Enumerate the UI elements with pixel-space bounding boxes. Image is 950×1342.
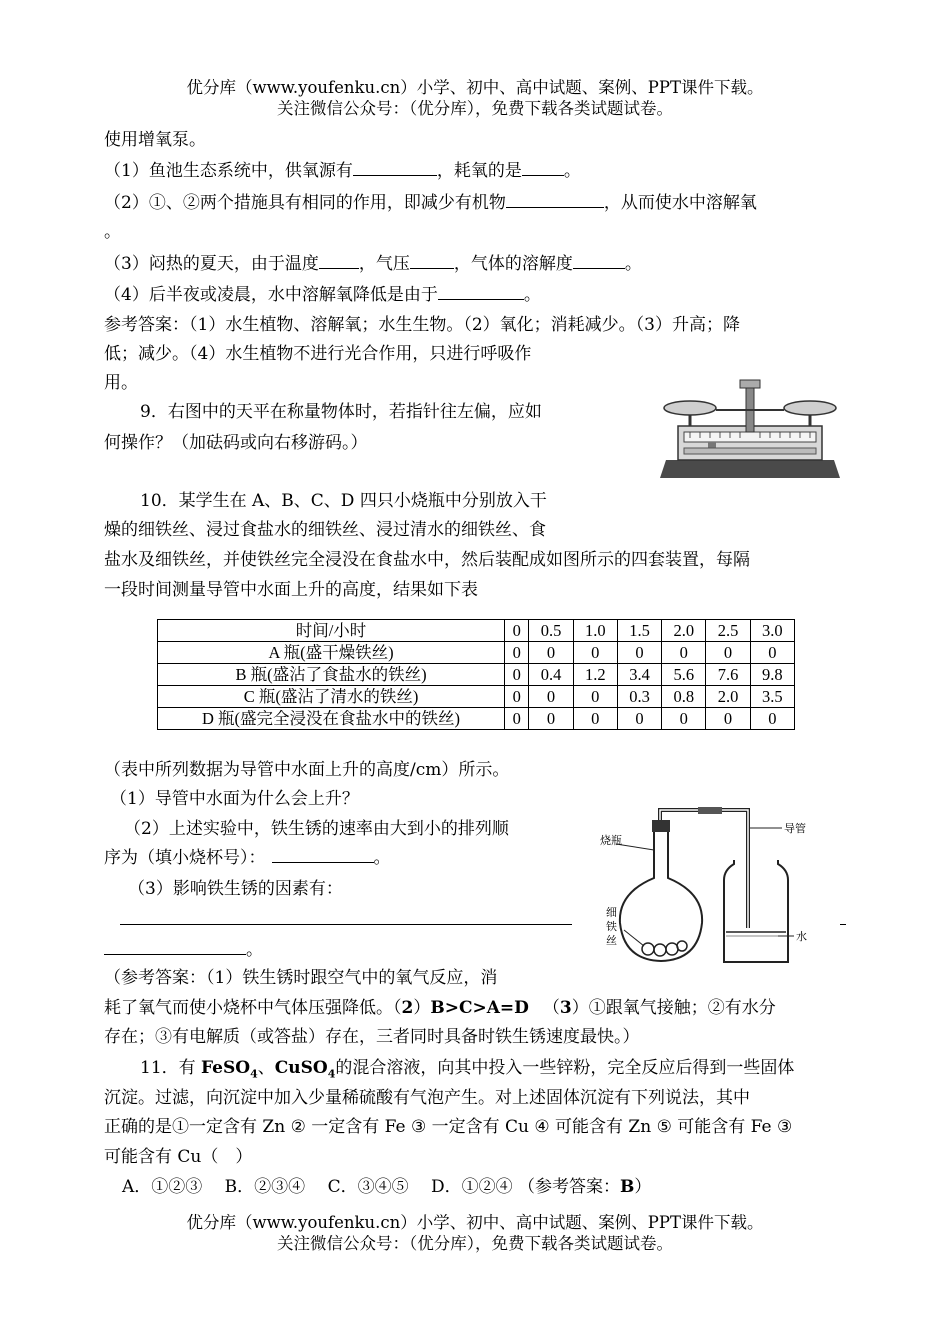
table-cell: 0: [617, 642, 661, 664]
formula-feso4: FeSO: [201, 1058, 251, 1078]
table-cell: 9.8: [750, 664, 794, 686]
right-pan: [784, 401, 836, 415]
q11-text: 11．有: [140, 1058, 202, 1078]
q10-sub2-text: 序为（填小烧杯号）：: [104, 848, 266, 868]
q10-answer-order: B>C>A=D: [430, 998, 529, 1018]
answer-blank: [438, 283, 524, 300]
table-row: [158, 642, 795, 664]
rubber-joint: [698, 807, 722, 814]
table-cell: 2.0: [706, 686, 750, 708]
table-header-cell: 3.0: [750, 620, 794, 642]
q10-table-note: （表中所列数据为导管中水面上升的高度/cm）所示。: [104, 760, 510, 780]
q8-part1: [104, 159, 581, 183]
table-cell: 0: [505, 708, 529, 730]
page-footer-line1: 优分库（www.youfenku.cn）小学、初中、高中试题、案例、PPT课件下载。: [186, 1213, 764, 1232]
q10-answer-num: 3: [559, 998, 572, 1018]
q11-options: [122, 1175, 651, 1199]
table-cell: 0: [573, 642, 617, 664]
answer-blank: [522, 159, 564, 176]
table-cell: 3.4: [617, 664, 661, 686]
table-cell: 0: [617, 708, 661, 730]
q10-line3: 盐水及细铁丝，并使铁丝完全浸没在食盐水中，然后装配成如图所示的四套装置，每隔: [104, 550, 750, 570]
answer-blank: [410, 252, 454, 269]
answer-blank: [104, 938, 246, 955]
q8-intro: 使用增氧泵。: [104, 130, 206, 150]
table-cell: 0: [662, 708, 706, 730]
q8-part3-text-b: ，气压: [358, 254, 410, 274]
table-cell: 0: [573, 708, 617, 730]
q8-part1-text-b: ，耗氧的是: [436, 161, 522, 181]
q10-answer-num: 2: [401, 998, 414, 1018]
q8-part4-text-b: 。: [523, 285, 541, 305]
q11-close: ）: [634, 1177, 652, 1197]
table-row: [158, 664, 795, 686]
q11-line3: 正确的是①一定含有 Zn ② 一定含有 Fe ③ 一定含有 Cu ④ 可能含有 Zn ⑤ 可能含有 Fe ③: [104, 1117, 793, 1137]
table-cell: 0: [505, 664, 529, 686]
q10-sub1: （1）导管中水面为什么会上升？: [110, 789, 359, 809]
balance-base: [660, 460, 840, 478]
table-cell: 0: [505, 686, 529, 708]
label-wire-char: 细: [606, 906, 617, 919]
stopper: [652, 820, 670, 832]
table-cell: 0.3: [617, 686, 661, 708]
q8-answer-line1: 参考答案：（1）水生植物、溶解氧；水生生物。（2）氧化；消耗减少。（3）升高；降: [104, 315, 740, 335]
table-cell: 1.2: [573, 664, 617, 686]
q9-line2: 何操作？（加砝码或向右移游码。）: [104, 433, 368, 453]
answer-blank: [353, 159, 437, 176]
table-cell: 0: [706, 708, 750, 730]
answer-blank: [573, 252, 625, 269]
q10-sub2-line2: [104, 846, 391, 870]
table-header-cell: 0: [505, 620, 529, 642]
q11-text: 、: [257, 1058, 275, 1078]
page-footer-line2: 关注微信公众号：（优分库），免费下载各类试题试卷。: [277, 1234, 673, 1253]
answer-blank: [272, 846, 374, 863]
formula-cuso4: CuSO: [274, 1058, 328, 1078]
q10-line2: 燥的细铁丝、浸过食盐水的细铁丝、浸过清水的细铁丝、食: [104, 520, 546, 540]
table-cell: 0: [706, 642, 750, 664]
table-header-cell: 2.0: [662, 620, 706, 642]
q10-line1: 10．某学生在 A、B、C、D 四只小烧瓶中分别放入干: [140, 491, 547, 511]
table-cell: D 瓶(盛完全浸没在食盐水中的铁丝): [158, 708, 505, 730]
table-cell: 5.6: [662, 664, 706, 686]
table-header-cell: 1.0: [573, 620, 617, 642]
q10-answer-text: ）①跟氧气接触；②有水分: [571, 998, 776, 1018]
q10-sub3-end: 。: [246, 940, 263, 960]
q8-part3-text-a: （3）闷热的夏天，由于温度: [104, 254, 319, 274]
table-cell: 0: [529, 642, 573, 664]
q10-answer-line3: 存在；③有电解质（或答盐）存在，三者同时具备时铁生锈速度最快。）: [104, 1027, 640, 1047]
table-header-cell: 2.5: [706, 620, 750, 642]
q8-part3: [104, 252, 642, 276]
q8-part2-text-a: （2）①、②两个措施具有相同的作用，即减少有机物: [104, 193, 506, 213]
answer-blank-long: [120, 924, 572, 925]
table-cell: 0: [662, 642, 706, 664]
balance-beam-scale: [684, 432, 816, 442]
table-cell: 3.5: [750, 686, 794, 708]
q8-part4-text-a: （4）后半夜或凌晨，水中溶解氧降低是由于: [104, 285, 438, 305]
q11-text: 的混合溶液，向其中投入一些锌粉，完全反应后得到一些固体: [335, 1058, 795, 1078]
rust-data-table: [157, 619, 795, 730]
table-cell: C 瓶(盛沾了清水的铁丝): [158, 686, 505, 708]
table-header-cell: 时间/小时: [158, 620, 505, 642]
q8-part1-text-a: （1）鱼池生态系统中，供氧源有: [104, 161, 353, 181]
label-flask: 烧瓶: [600, 834, 622, 847]
answer-blank: [319, 252, 359, 269]
q11-line1: [140, 1056, 794, 1086]
table-cell: 7.6: [706, 664, 750, 686]
table-cell: 0: [573, 686, 617, 708]
left-pan: [664, 401, 716, 415]
page-header-line1: 优分库（www.youfenku.cn）小学、初中、高中试题、案例、PPT课件下载。: [186, 78, 764, 97]
q8-answer-line2: 低；减少。（4）水生植物不进行光合作用，只进行呼吸作: [104, 344, 532, 364]
table-row: [158, 708, 795, 730]
formula-subscript: 4: [327, 1067, 336, 1081]
q10-answer-paren: ）: [413, 998, 431, 1018]
q8-part4: [104, 283, 541, 307]
q11-line2: 沉淀。过滤，向沉淀中加入少量稀硫酸有气泡产生。对上述固体沉淀有下列说法，其中: [104, 1088, 750, 1108]
q10-sub2-end: 。: [373, 848, 391, 868]
table-header-row: [158, 620, 795, 642]
q10-line4: 一段时间测量导管中水面上升的高度，结果如下表: [104, 580, 478, 600]
q10-sub3: （3）影响铁生锈的因素有：: [128, 879, 343, 899]
q8-part2-end: 。: [104, 222, 121, 242]
table-row: [158, 686, 795, 708]
label-wire-char: 丝: [606, 934, 617, 947]
q10-answer-line1: （参考答案：（1）铁生锈时跟空气中的氧气反应，消: [104, 968, 498, 988]
q9-line1: 9．右图中的天平在称量物体时，若指针往左偏，应如: [140, 402, 542, 422]
q10-sub3-line2: [104, 938, 263, 962]
q11-options-text: A．①②③ B．②③④ C．③④⑤ D．①②④ （参考答案：: [122, 1177, 621, 1197]
label-tube: 导管: [784, 822, 806, 835]
table-cell: 0: [750, 708, 794, 730]
q8-part3-text-d: 。: [624, 254, 642, 274]
q10-answer-paren: （: [542, 998, 560, 1018]
q10-answer-text: 耗了氧气而使小烧杯中气体压强降低。（: [104, 998, 402, 1018]
table-cell: 0.4: [529, 664, 573, 686]
q8-answer-line3: 用。: [104, 373, 138, 393]
answer-blank: [506, 191, 604, 208]
table-cell: B 瓶(盛沾了食盐水的铁丝): [158, 664, 505, 686]
page-header-line2: 关注微信公众号：（优分库），免费下载各类试题试卷。: [277, 99, 673, 118]
q11-answer: B: [620, 1177, 635, 1197]
balance-scale-figure: [660, 378, 840, 482]
table-header-cell: 0.5: [529, 620, 573, 642]
rust-apparatus-figure: [598, 798, 840, 968]
label-wire-char: 铁: [606, 920, 617, 933]
q8-part3-text-c: ，气体的溶解度: [453, 254, 573, 274]
table-cell: 0: [750, 642, 794, 664]
q10-answer-line2: [104, 996, 776, 1020]
label-water: 水: [796, 930, 807, 943]
table-cell: 0: [505, 642, 529, 664]
formula-subscript: 4: [250, 1067, 258, 1081]
table-header-cell: 1.5: [617, 620, 661, 642]
table-cell: 0: [529, 686, 573, 708]
q11-line4: 可能含有 Cu（ ）: [104, 1147, 253, 1167]
q10-sub2-line1: （2）上述实验中，铁生锈的速率由大到小的排列顺: [124, 819, 509, 839]
table-cell: 0: [529, 708, 573, 730]
q8-part2-text-b: ，从而使水中溶解氧: [603, 193, 757, 213]
table-cell: 0.8: [662, 686, 706, 708]
q8-part2: [104, 191, 757, 215]
table-cell: A 瓶(盛干燥铁丝): [158, 642, 505, 664]
q8-part1-text-c: 。: [563, 161, 581, 181]
